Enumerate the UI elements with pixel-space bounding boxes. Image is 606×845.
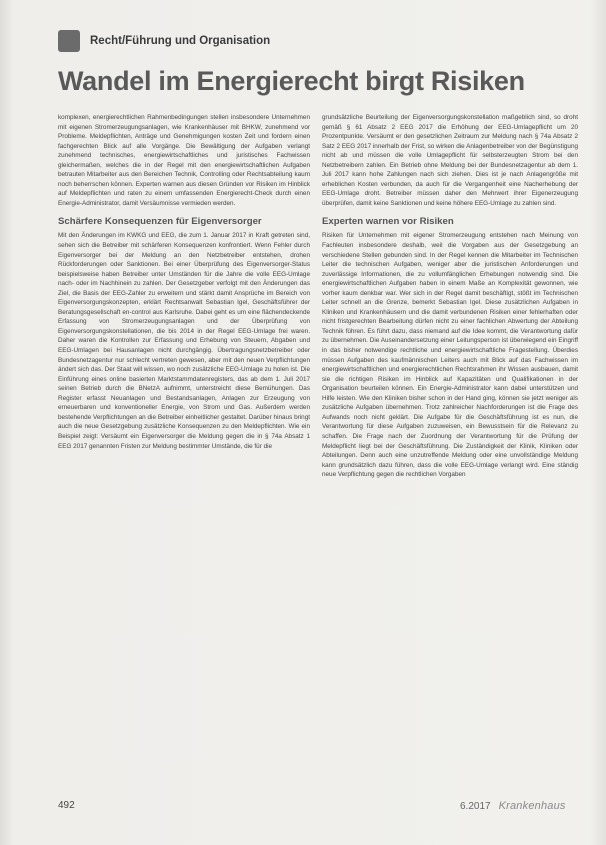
issue-label: 6.2017	[460, 800, 491, 812]
section-title: Recht/Führung und Organisation	[90, 35, 271, 47]
footer-publication	[460, 800, 566, 812]
right-body-paragraph: Risiken für Unternehmen mit eigener Stromerzeugung entstehen nach Meinung von Fachleuten insbesondere deshalb, weil die Vorgaben aus der Gesetzgebung an verschiedene Stellen gebunden sind. In der Regel kennen die Mitarbeiter im Technischen Leiter die technischen Aufgaben, weniger aber die juristischen Anforderungen und zuverlässige Informationen, die zu vollumfänglichen Erhebungen notwendig sind. Die energiewirtschaftlichen Aufgaben haben in einem Maße an Komplexität gewonnen, wie vorher kaum denkbar war. Wer sich in der Regel damit beschäftigt, stößt im Technischen Leiter schnell an die Grenze, bemerkt Sebastian Igel. Diese zusätzlichen Aufgaben in Kliniken und Krankenhäusern und die damit verbundenen Risiken einer fehlerhaften oder nicht fristgerechten Bearbeitung dürfen nicht zu einer fachlichen Abwertung der Abteilung Technik führen. Es führt dazu, dass niemand auf die Idee kommt, die Verantwortung dafür zu übernehmen. Die Auseinandersetzung einer Leitungsperson ist überwiegend ein Eingriff in das bisher notwendige rechtliche und energiewirtschaftliche Fragestellung. Überdies müssen Aufgaben des kaufmännischen Leiters auch mit Blick auf das Fachwissen im energiewirtschaftlichen und energierechtlichen Rechtsrahmen ihr Wissen ausbauen, damit sie die richtigen Risiken im Hinblick auf Kapazitäten und Qualifikationen in der Organisation beurteilen können. Ein Energie-Administrator kann dabei unterstützen und Hilfe leisten. Wie den Kliniken bisher schon in der Hand ging, können sie jetzt weniger als zusätzliche Aufgaben übernehmen. Trotz zahlreicher Nachforderungen ist die Frage des Aufwands noch nicht geklärt. Die Aufgabe für die Geschäftsführung ist es nun, die Verantwortung für diese Aufgaben zuzuweisen, ein Bewusstsein für die Relevanz zu schaffen. Die Frage nach der Zuordnung der Verantwortung für die Prüfung der Meldepflicht liegt bei der Geschäftsführung. Die Zuständigkeit der Klinik, Kliniken oder Abteilungen. Denn auch eine unzutreffende Meldung oder eine unvollständige Meldung kann grundsätzlich dazu führen, dass die volle EEG-Umlage verlangt wird. Eine ständig neue Verpflichtung gegen die rechtlichen Vorgaben	[322, 232, 578, 479]
left-body-paragraph: Mit den Änderungen im KWKG und EEG, die zum 1. Januar 2017 in Kraft getreten sind, sehen sich die Betreiber mit schärferen Konsequenzen konfrontiert. Wenn Fehler durch Eigenversorger bei der Meldung an den Netzbetreiber entstehen, drohen Rückforderungen oder Sanktionen. Bei einer Überprüfung des Eigenversorger-Status beispielsweise haben Betreiber unter Umständen für die Jahre die volle EEG-Umlage nach- oder im Nachhinein zu zahlen. Der Gesetzgeber verfolgt mit den Änderungen das Ziel, die Basis der EEG-Zahler zu erweitern und stärkt damit Ansprüche im Bereich von Eigenversorgungskonzepten, erklärt Rechtsanwalt Sebastian Igel, Geschäftsführer der Beratungsgesellschaft en-control aus Karlsruhe. Dabei geht es um eine flächendeckende Erfassung von Stromerzeugungsanlagen und der Überprüfung von Eigenversorgungskonstellationen, die bis 2014 in der Regel EEG-Umlage frei waren. Daher waren die Kontrollen zur Erfassung und Erhebung von Steuern, Abgaben und EEG-Umlagen bei Hausanlagen nicht durchgängig. Übertragungsnetzbetreiber oder Bundesnetzagentur nur schlecht vertreten gewesen, aber mit den neuen Verpflichtungen ändert sich das. Der Staat will wissen, wo noch zusätzliche EEG-Umlage zu holen ist. Die Einführung eines online basierten Marktstammdatenregisters, das ab dem 1. Juli 2017 seinen Betrieb durch die BNetzA aufnimmt, unterstreicht diese Bemühungen. Das Register erfasst Neuanlagen und Bestandsanlagen, Anlagen zur Erzeugung von erneuerbaren und konventioneller Energie, von Strom und Gas. Außerdem werden bestehende Verpflichtungen an die Betreiber einheitlicher gestaltet. Darüber hinaus bringt auch die neue Gesetzgebung zusätzliche Konsequenzen zu den Meldepflichten. Wie ein Beispiel zeigt: Versäumt ein Eigenversorger die Meldung gegen die in § 74a Absatz 1 EEG 2017 genannten Fristen zur Meldung bestimmter Umstände, die für die	[58, 232, 310, 450]
right-subheading: Experten warnen vor Risiken	[322, 216, 454, 228]
section-marker-square	[58, 30, 80, 52]
article-headline: Wandel im Energierecht birgt Risiken	[58, 66, 525, 96]
right-column	[322, 113, 578, 803]
page-number: 492	[58, 800, 75, 811]
left-column	[58, 113, 310, 803]
magazine-logo: Krankenhaus	[498, 800, 566, 812]
left-intro-paragraph: komplexen, energierechtlichen Rahmenbedingungen stellen insbesondere Unternehmen mit eigenen Stromerzeugungsanlagen, wie Krankenhäuser mit BHKW, zunehmend vor Probleme. Meldepflichten, Anträge und Genehmigungen kosten Zeit und fordern einen fachgerechten Blick auf alle Vorgänge. Die Bewältigung der Aufgaben verlangt zunehmend technisches, energiewirtschaftliches und juristisches Fachwissen gleichermaßen, welches die in der Regel mit den energiewirtschaftlichen Aufgaben betrauten Mitarbeiter aus den Bereichen Technik, Controlling oder Rechtsabteilung kaum noch beherrschen können. Experten warnen aus diesen Gründen vor Risiken im Hinblick auf Meldepflichten und raten zu einem umfassenden Energierecht-Check durch einen Energie-Administrator, damit Versäumnisse vermieden werden.	[58, 114, 310, 207]
section-header	[58, 30, 270, 52]
right-intro-paragraph: grundsätzliche Beurteilung der Eigenversorgungskonstellation maßgeblich sind, so droht gemäß § 61 Absatz 2 EEG 2017 die Erhöhung der EEG-Umlagepflicht um 20 Prozentpunkte. Versäumt er den gesetzlichen Zeitraum zur Meldung nach § 74a Absatz 2 Satz 2 EEG 2017 innerhalb der Frist, so wirken die Anlagenbetreiber von der Begünstigung nicht ab und müssen die volle Umlagepflicht für selbsterzeugten Strom bei den Netzbetreibern zahlen. Ein Betrieb ohne Meldung bei der Bundesnetzagentur ab dem 1. Juli 2017 kann hohe Zahlungen nach sich ziehen. Dies ist je nach Anlagengröße mit erheblichen Kosten verbunden, da auch für die Vergangenheit eine Nacherhebung der EEG-Umlage droht. Betreiber müssen daher den Mehrwert ihrer Eigenerzeugung überprüfen, damit keine Sanktionen und keine höhere EEG-Umlage zu zahlen sind.	[322, 114, 578, 207]
left-subheading: Schärfere Konsequenzen für Eigenversorger	[58, 216, 262, 228]
